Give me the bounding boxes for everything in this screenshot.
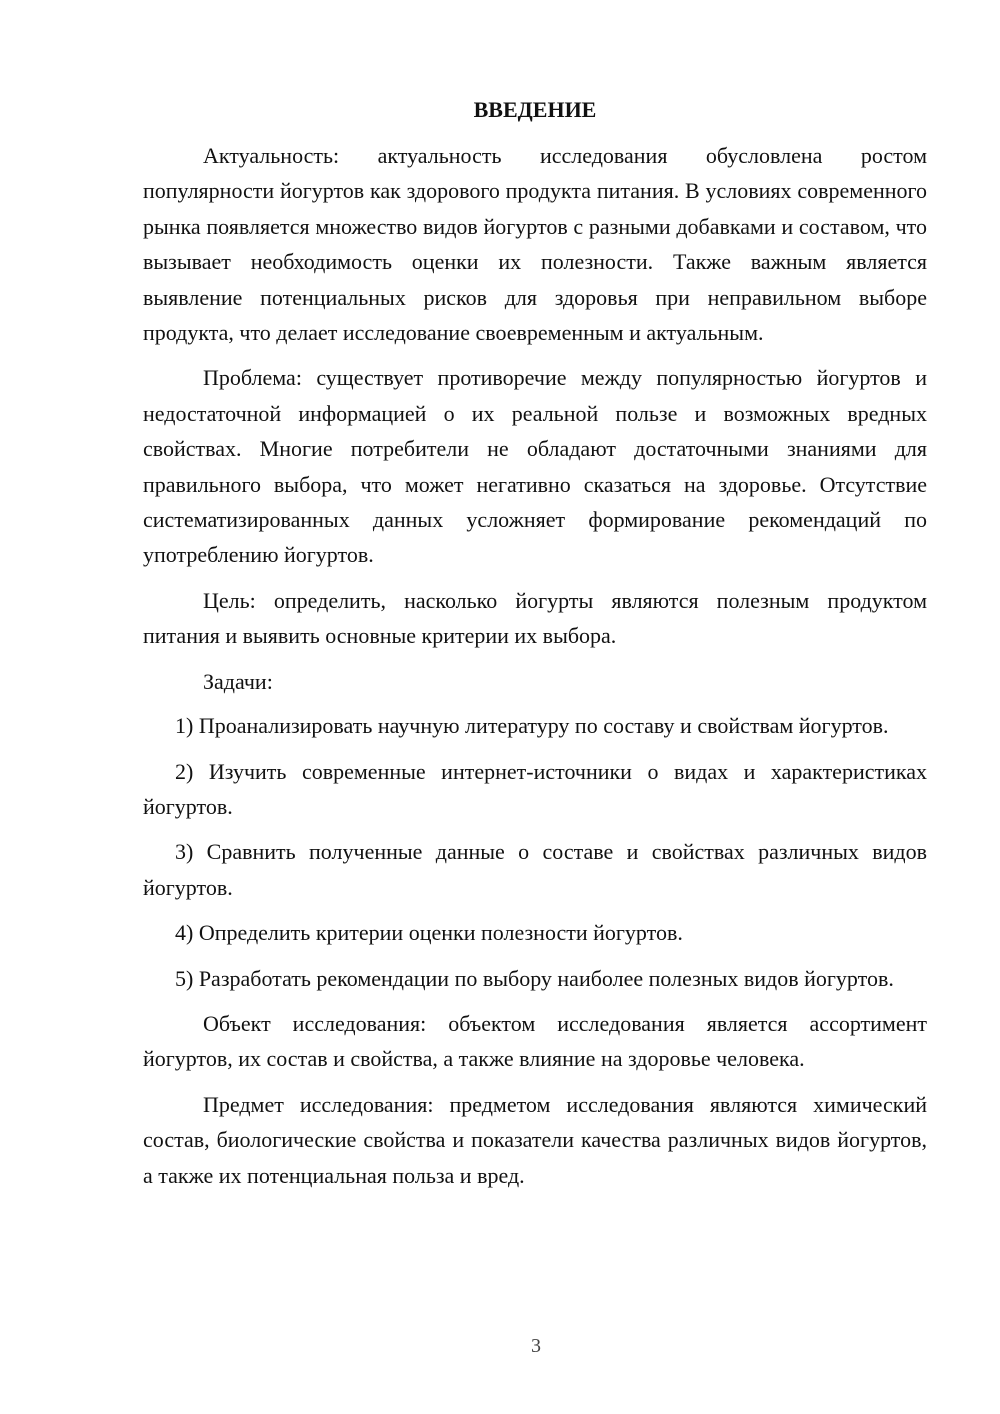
task-item-5: 5) Разработать рекомендации по выбору наиболее полезных видов йогуртов. <box>175 965 894 991</box>
problem-paragraph: Проблема: существует противоречие между популярностью йогуртов и недостаточной информацией о их реальной пользе и возможных вредных свойствах. Многие потребители не обладают достаточными знаниями для правильного выбора, что может негативно сказаться на здоровье. Отсутствие систематизированных данных усложняет формирование рекомендаций по употреблению йогуртов. <box>143 365 927 568</box>
object-paragraph: Объект исследования: объектом исследования является ассортимент йогуртов, их состав и свойства, а также влияние на здоровье человека. <box>143 1010 927 1072</box>
subject-paragraph: Предмет исследования: предметом исследования являются химический состав, биологические свойства и показатели качества различных видов йогуртов, а также их потенциальная польза и вред. <box>143 1091 927 1188</box>
task-item-1: 1) Проанализировать научную литературу по составу и свойствам йогуртов. <box>175 713 889 739</box>
task-item-4: 4) Определить критерии оценки полезности йогуртов. <box>175 920 683 946</box>
task-item-2: 2) Изучить современные интернет-источники о видах и характеристиках йогуртов. <box>143 758 927 819</box>
task-item-3: 3) Сравнить полученные данные о составе и свойствах различных видов йогуртов. <box>143 839 927 900</box>
relevance-paragraph: Актуальность: актуальность исследования обусловлена ростом популярности йогуртов как здорового продукта питания. В условиях современного рынка появляется множество видов йогуртов с разными добавками и составом, что вызывает необходимость оценки их полезности. Также важным является выявление потенциальных рисков для здоровья при неправильном выборе продукта, что делает исследование своевременным и актуальным. <box>143 143 927 346</box>
tasks-heading: Задачи: <box>203 668 273 694</box>
section-title: ВВЕДЕНИЕ <box>473 97 597 122</box>
goal-paragraph: Цель: определить, насколько йогурты являются полезным продуктом питания и выявить основные критерии их выбора. <box>143 587 927 649</box>
page-number: 3 <box>531 1335 541 1357</box>
page-content <box>143 92 927 1203</box>
